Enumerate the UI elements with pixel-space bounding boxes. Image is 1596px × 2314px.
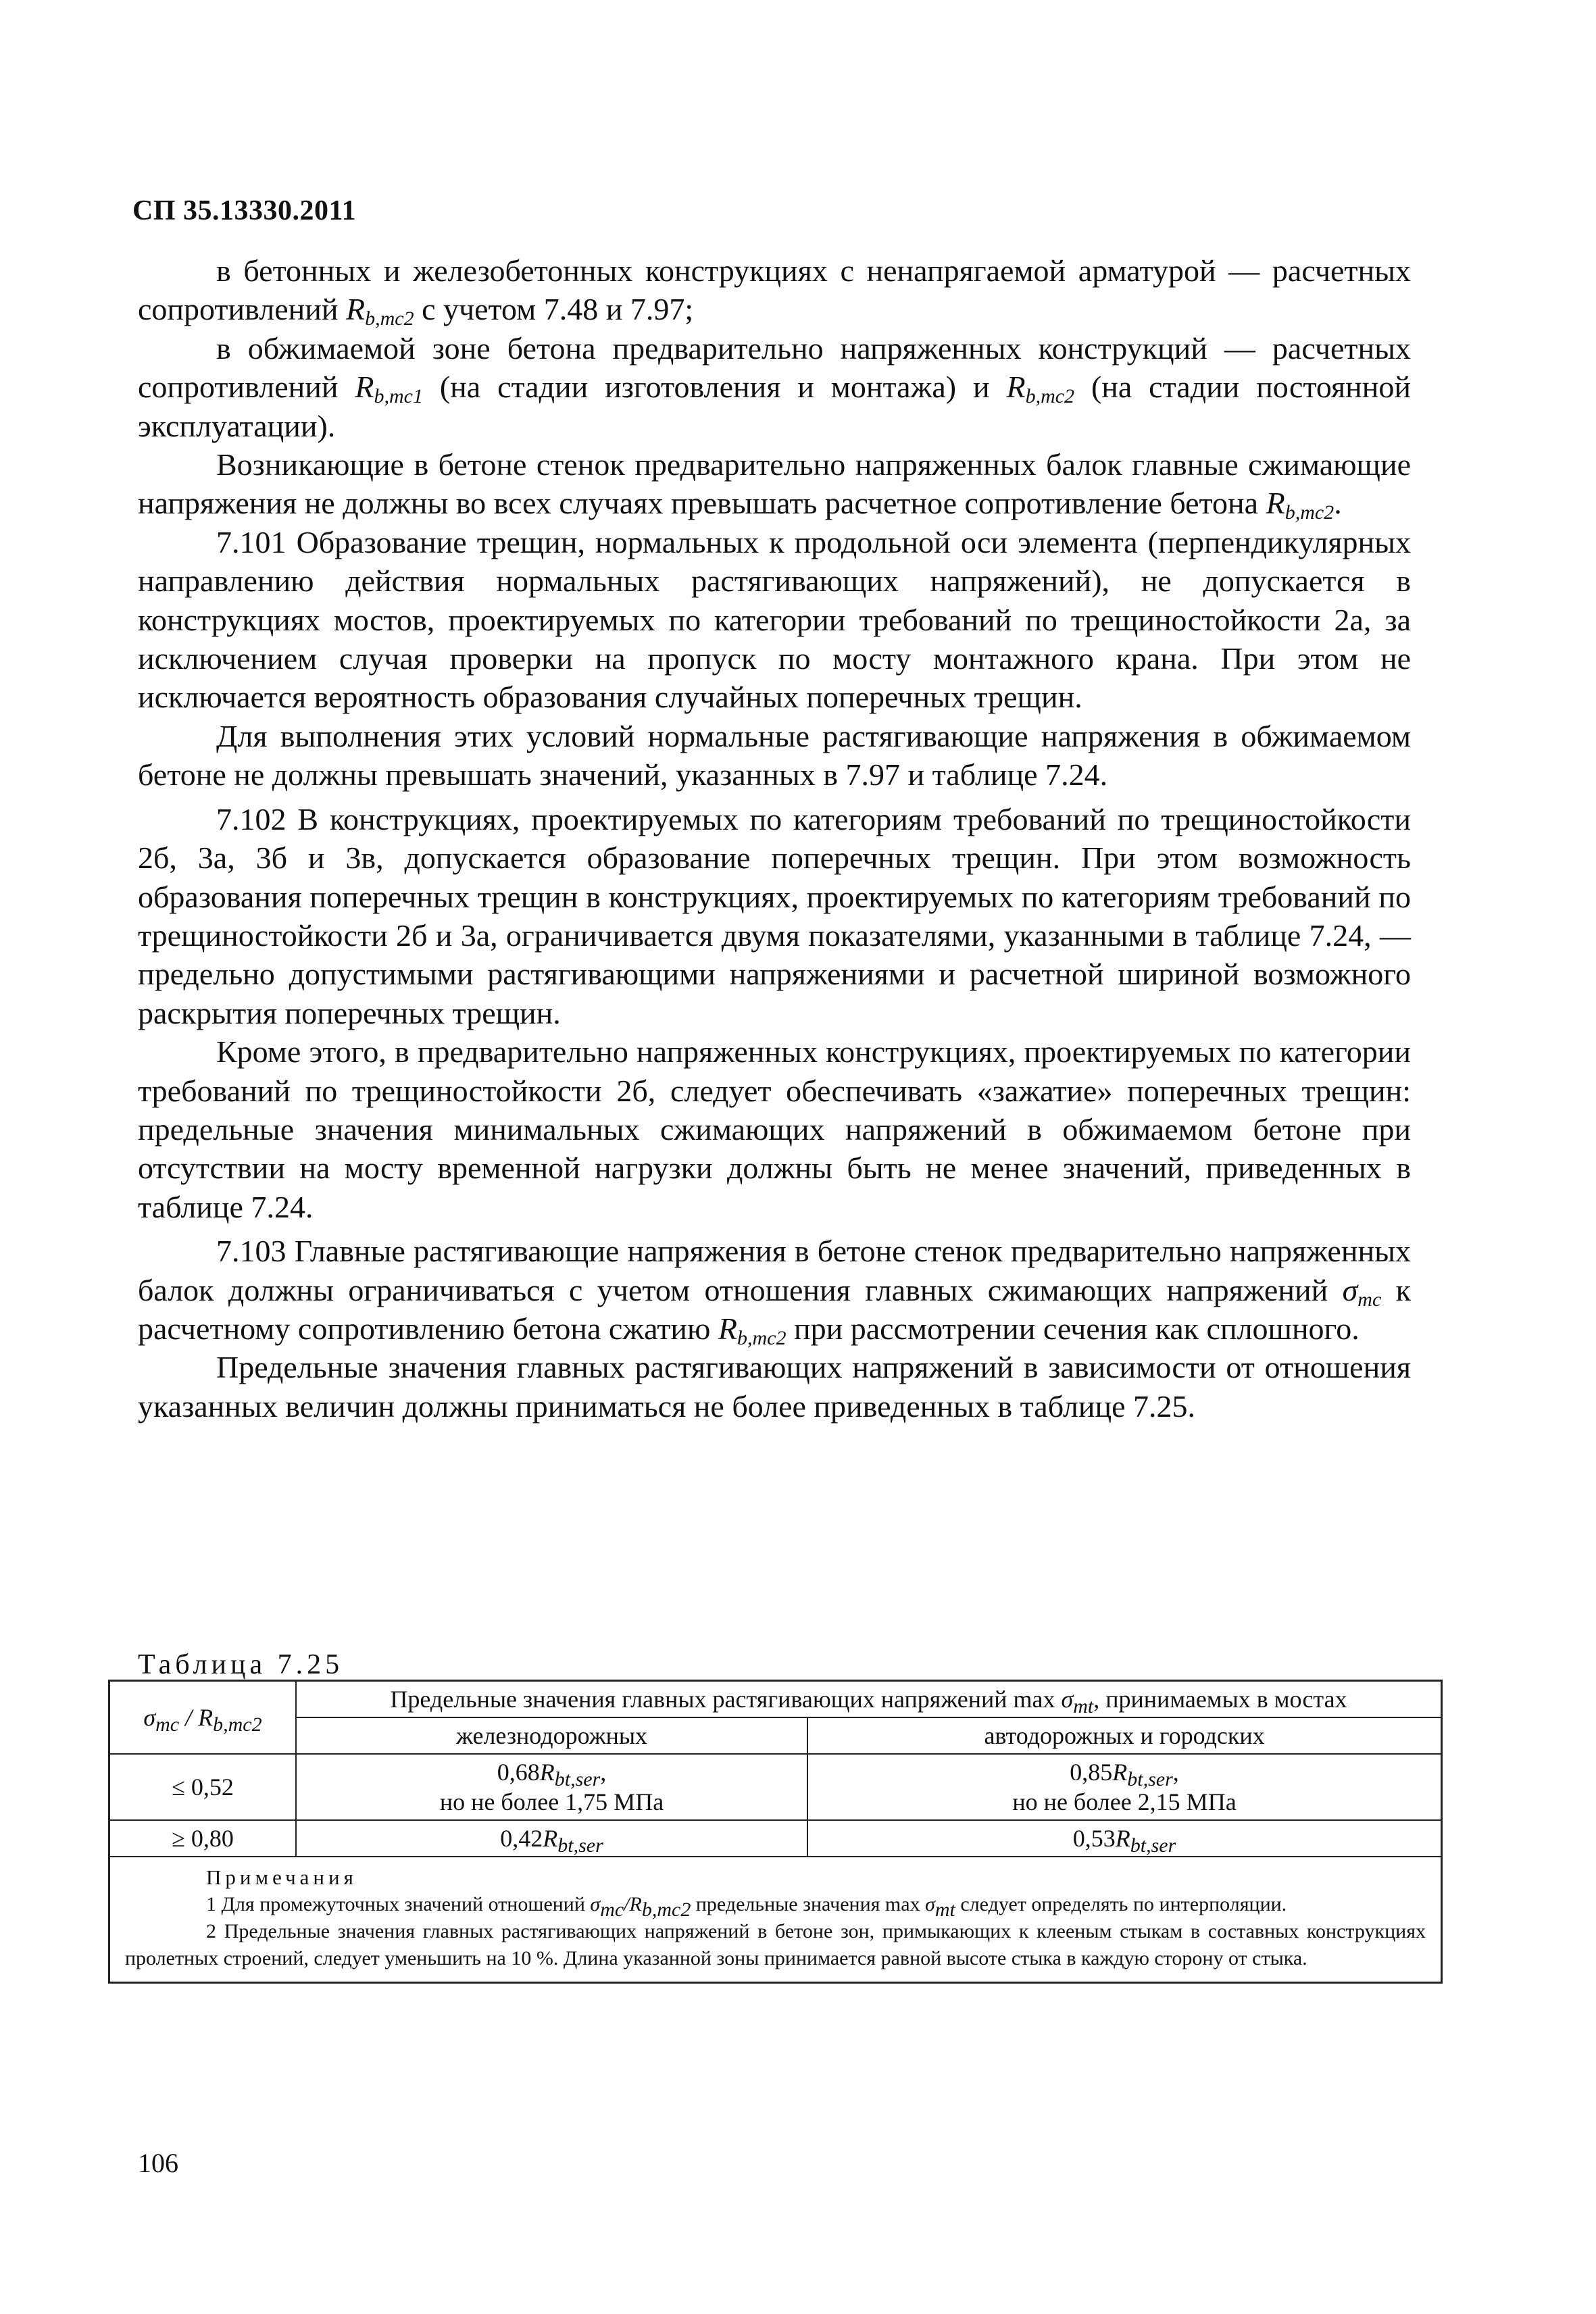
- road-value-cell: $0,53R_{bt,ser}$: [807, 1820, 1441, 1857]
- formula-r-b-mc1: $R_{b,mc1}$: [355, 370, 423, 408]
- formula-r-b-mc2: $R_{b,mc2}$: [1006, 370, 1075, 408]
- paragraph-7-101: 7.101 Образование трещин, нормальных к продольной оси элемента (перпендикулярных направлению действия нормальных растягивающих напряжений), не допускается в конструкциях мостов, проектируемых по категории требований по трещиностойкости 2а, за исключением случая проверки на пропуск по мосту монтажного крана. При этом не исключается вероятность образования случайных поперечных трещин.: [138, 524, 1411, 715]
- road-value-cell: $0,85R_{bt,ser}$, но не более 2,15 МПа: [807, 1754, 1441, 1820]
- paragraph: Для выполнения этих условий нормальные растягивающие напряжения в обжимаемом бетоне не должны превышать значений, указанных в 7.97 и таблице 7.24.: [138, 718, 1411, 793]
- paragraph: Кроме этого, в предварительно напряженных конструкциях, проектируемых по категории требований по трещиностойкости 2б, следует обеспечивать «зажатие» поперечных трещин: предельные значения минимальных сжимающих напряжений в обжимаемом бетоне при отсутствии на мосту временной нагрузки должны быть не менее значений, приведенных в таблице 7.24.: [138, 1034, 1411, 1224]
- formula-r-b-mc2: $R_{b,mc2}$: [718, 1311, 787, 1349]
- paragraph: Возникающие в бетоне стенок предварительно напряженных балок главные сжимающие напряжения не должны во всех случаях превышать расчетное сопротивление бетона $R_{b,mc2}$.: [138, 447, 1411, 524]
- note-2: 2 Предельные значения главных растягивающих напряжений в бетоне зон, примыкающих к клееным стыкам в составных конструкциях пролетных строений, следует уменьшить на 10 %. Длина указанной зоны принимается равной высоте стыка в каждую сторону от стыка.: [125, 1920, 1426, 1969]
- paragraph: Предельные значения главных растягивающих напряжений в зависимости от отношения указанных величин должны приниматься не более приведенных в таблице 7.25.: [138, 1350, 1411, 1424]
- table-header-row: [110, 1682, 1441, 1717]
- table-notes: [110, 1857, 1441, 1982]
- ratio-header-cell: $\sigma_{mc} / R_{b,mc2}$: [110, 1682, 296, 1754]
- limits-table: [110, 1682, 1441, 1857]
- table-subheader-row: [110, 1717, 1441, 1754]
- formula-sigma-mc: $\sigma_{mc}$: [1342, 1272, 1382, 1311]
- formula-r-b-mc2: $R_{b,mc2}$: [1266, 486, 1335, 524]
- body-text: [138, 251, 1411, 1426]
- document-code-header: СП 35.13330.2011: [132, 195, 357, 226]
- railway-value-cell: $0,42R_{bt,ser}$: [296, 1820, 807, 1857]
- limits-header-cell: Предельные значения главных растягивающих напряжений $\max \sigma_{mt}$, принимаемых в мостах: [296, 1682, 1441, 1717]
- page-number: 106: [138, 2148, 178, 2178]
- paragraph-7-102: 7.102 В конструкциях, проектируемых по категориям требований по трещиностойкости 2б, 3а, 3б и 3в, допускается образование поперечных трещин. При этом возможность образования поперечных трещин в конструкциях, проектируемых по категориям требований по трещиностойкости 2б и 3а, ограничивается двумя показателями, указанными в таблице 7.24, — предельно допустимыми растягивающими напряжениями и расчетной шириной возможного раскрытия поперечных трещин.: [138, 801, 1411, 1030]
- note-1: 1 Для промежуточных значений отношений $\sigma_{mc}/R_{b,mc2}$ предельные значения $\max \sigma_{mt}$ следует определять по интерполяции.: [206, 1893, 1287, 1921]
- ratio-cell: ≥ 0,80: [110, 1820, 296, 1857]
- table-caption: Таблица 7.25: [138, 1649, 344, 1680]
- table-7-25: [108, 1680, 1443, 1984]
- railway-value-cell: $0,68R_{bt,ser}$, но не более 1,75 МПа: [296, 1754, 807, 1820]
- paragraph: в бетонных и железобетонных конструкциях с ненапрягаемой арматурой — расчетных сопротивлений $R_{b,mc2}$ с учетом 7.48 и 7.97;: [138, 253, 1411, 330]
- col-road-header: автодорожных и городских: [807, 1717, 1441, 1754]
- table-row: [110, 1754, 1441, 1820]
- ratio-cell: ≤ 0,52: [110, 1754, 296, 1820]
- paragraph: в обжимаемой зоне бетона предварительно напряженных конструкций — расчетных сопротивлений $R_{b,mc1}$ (на стадии изготовления и монтажа) и $R_{b,mc2}$ (на стадии постоянной эксплуатации).: [138, 330, 1412, 443]
- table-row: [110, 1820, 1441, 1857]
- formula-r-b-mc2: $R_{b,mc2}$: [345, 292, 414, 330]
- col-railway-header: железнодорожных: [296, 1717, 807, 1754]
- paragraph-7-103: 7.103 Главные растягивающие напряжения в бетоне стенок предварительно напряженных балок должны ограничиваться с учетом отношения главных сжимающих напряжений $\sigma_{mc}$ к расчетному сопротивлению бетона сжатию $R_{b,mc2}$ при рассмотрении сечения как сплошного.: [138, 1234, 1411, 1349]
- notes-title: Примечания: [206, 1865, 357, 1889]
